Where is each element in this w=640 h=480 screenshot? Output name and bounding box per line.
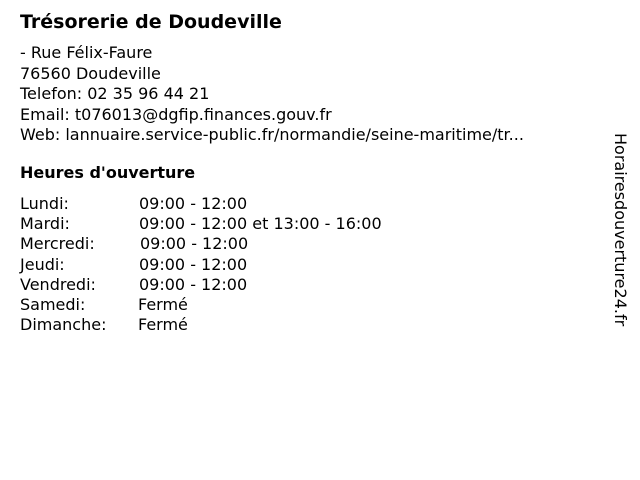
site-watermark [610, 133, 636, 373]
time-value: 09:00 - 12:00 [140, 234, 249, 254]
hours-heading: Heures d'ouverture [20, 163, 196, 182]
time-value: 09:00 - 12:00 [139, 194, 248, 213]
time-value: 09:00 - 12:00 et 13:00 - 16:00 [139, 214, 382, 234]
email-text: Email: t076013@dgfip.finances.gouv.fr [20, 104, 332, 124]
day-label: Samedi: [20, 294, 86, 314]
time-value: 09:00 - 12:00 [139, 254, 248, 274]
day-label: Dimanche: [20, 315, 107, 335]
address-street: - Rue Félix-Faure [20, 43, 153, 62]
day-label: Vendredi: [20, 274, 96, 294]
address-city: 76560 Doudeville [20, 63, 161, 83]
web-text: Web: lannuaire.service-public.fr/normandie/seine-maritime/tr... [20, 125, 524, 144]
day-label: Jeudi: [20, 254, 65, 274]
time-value: Fermé [138, 294, 188, 314]
time-value: 09:00 - 12:00 [139, 274, 248, 294]
page-title: Trésorerie de Doudeville [20, 11, 282, 33]
watermark-text: Horairesdouverture24.fr [611, 133, 630, 327]
day-label: Mercredi: [20, 234, 95, 254]
day-label: Lundi: [20, 194, 69, 213]
contact-info [20, 43, 524, 146]
day-label: Mardi: [20, 214, 70, 234]
time-value: Fermé [138, 315, 188, 335]
phone-text: Telefon: 02 35 96 44 21 [20, 84, 210, 103]
